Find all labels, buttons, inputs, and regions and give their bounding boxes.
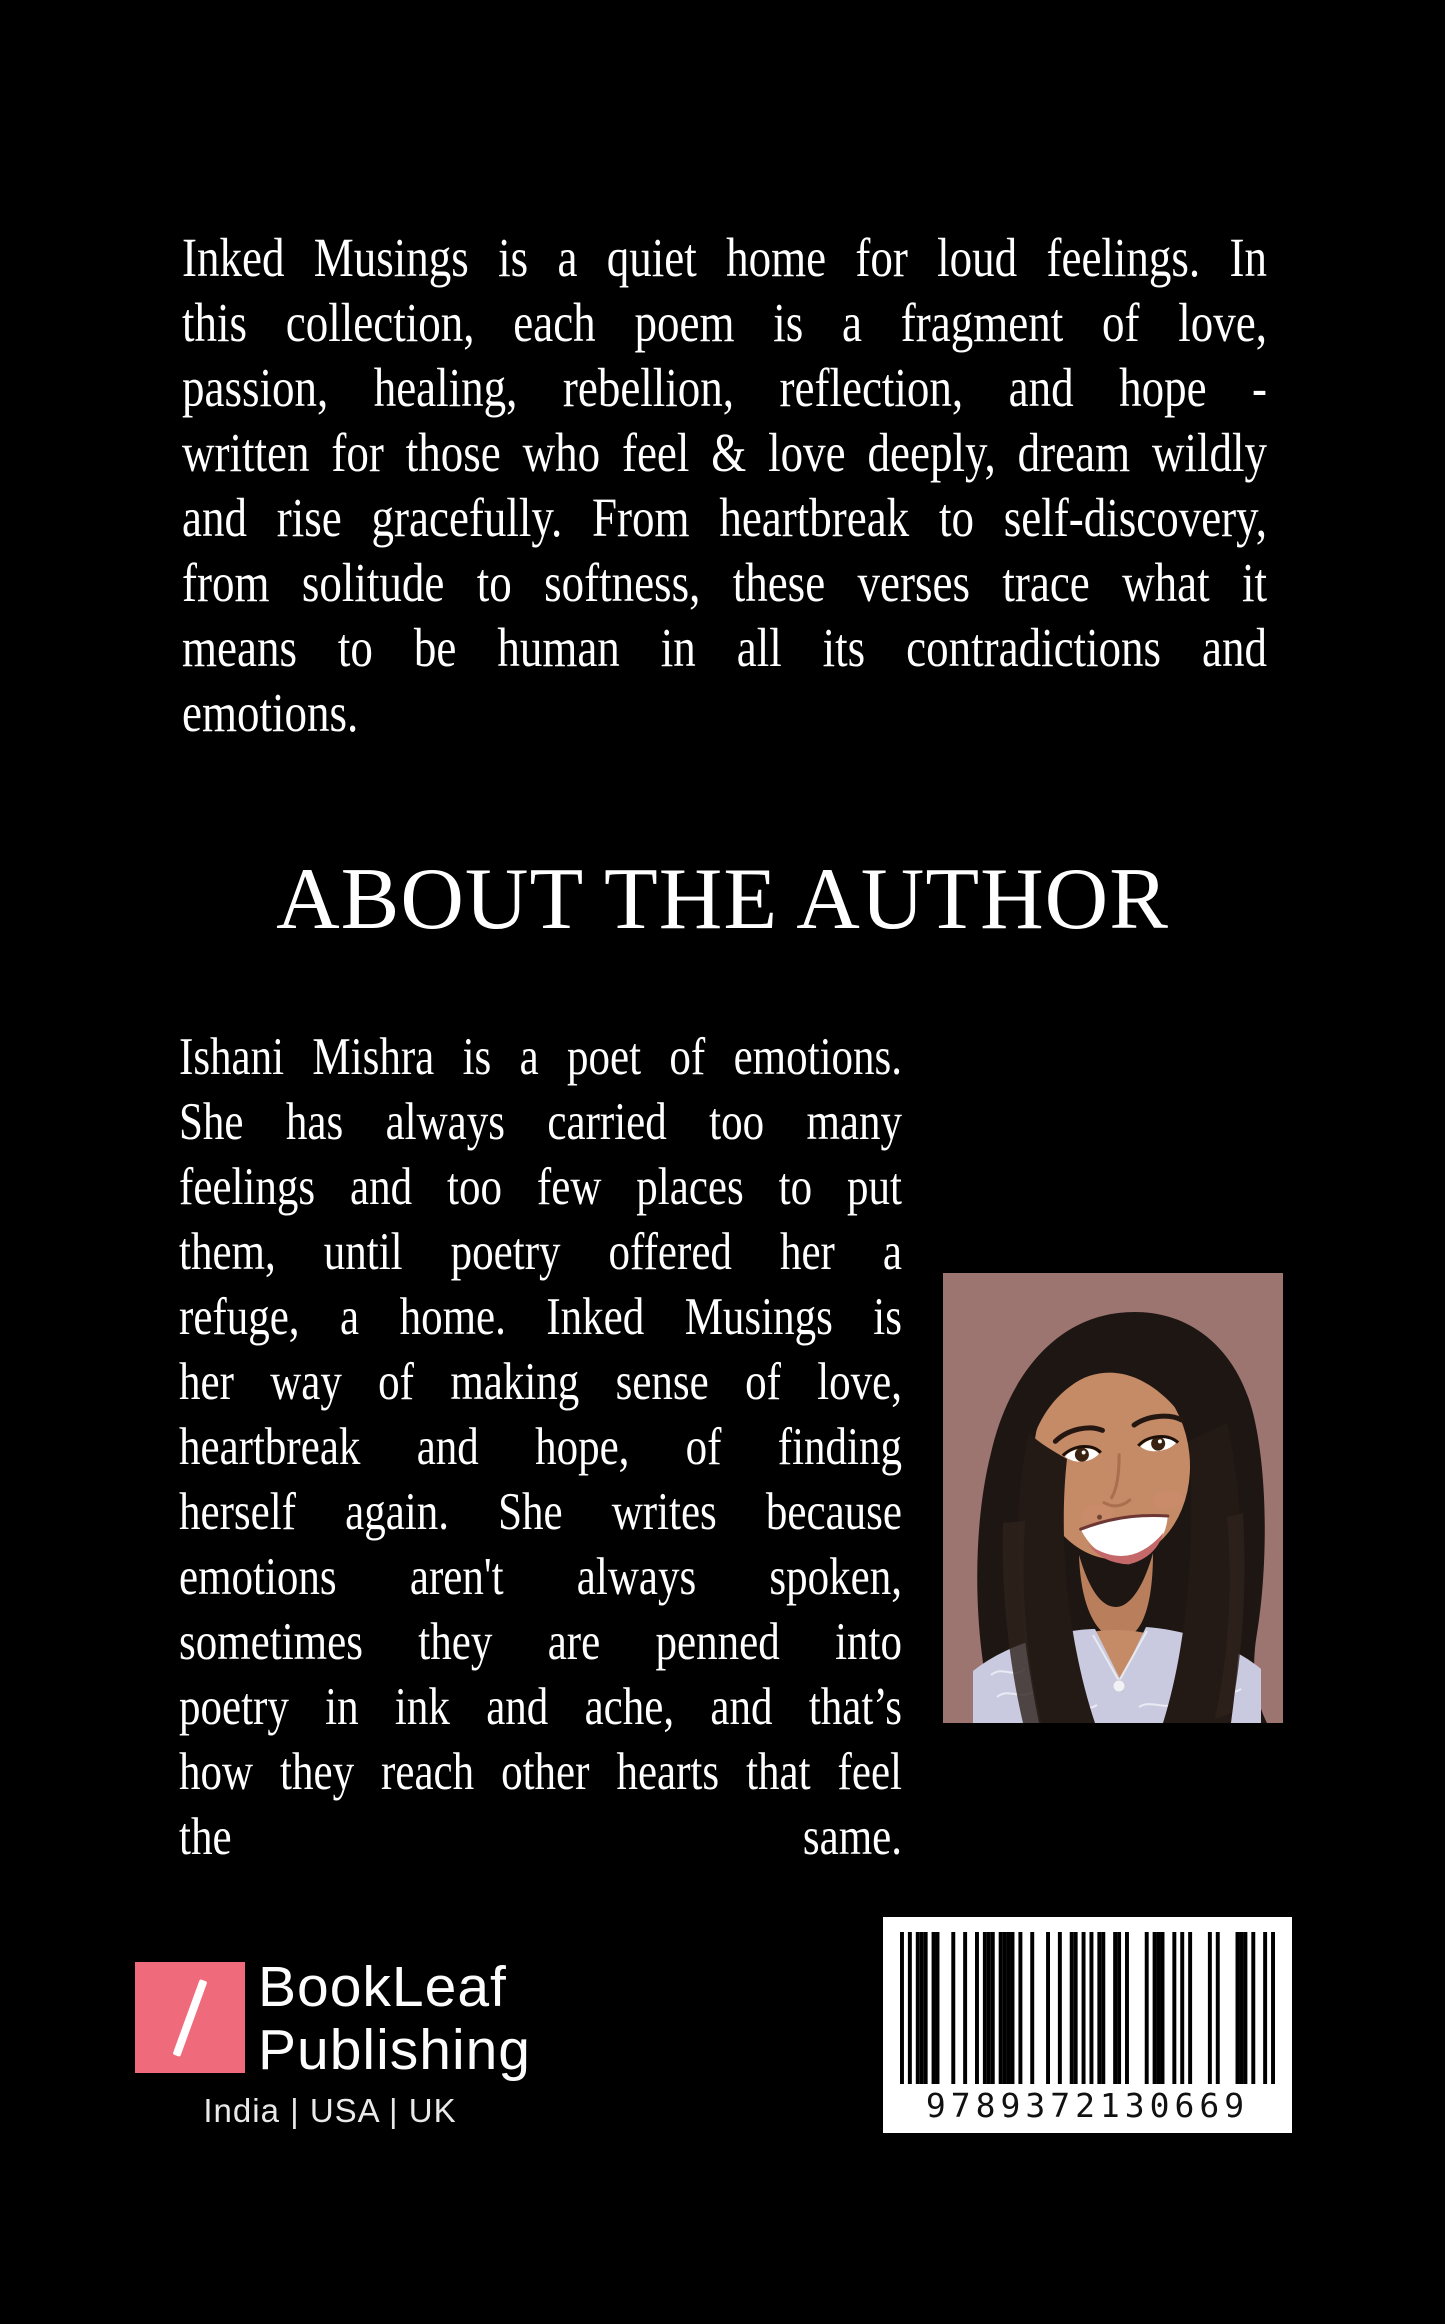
blurb-line: written for those who feel & love deeply, dream wildly <box>182 422 1267 484</box>
slash-icon <box>173 1979 208 2057</box>
blurb-line: Inked Musings is a quiet home for loud feelings. In <box>182 227 1267 289</box>
about-the-author-heading: ABOUT THE AUTHOR <box>276 851 1169 948</box>
bio-line: poetry in ink and ache, and that’s <box>179 1678 902 1737</box>
back-blurb <box>182 226 1267 746</box>
author-photo <box>943 1273 1283 1723</box>
barcode-bars <box>900 1932 1275 2084</box>
bio-line: herself again. She writes because <box>179 1483 902 1542</box>
author-photo-illustration <box>943 1273 1283 1723</box>
bio-last-line <box>179 1798 902 1877</box>
blurb-line: means to be human in all its contradictions and <box>182 617 1267 679</box>
blurb-line: and rise gracefully. From heartbreak to self-discovery, <box>182 487 1267 549</box>
publisher-name-line2: Publishing <box>258 2018 532 2082</box>
isbn-barcode <box>883 1917 1292 2133</box>
publisher-regions: India | USA | UK <box>203 2092 457 2129</box>
bio-line: She has always carried too many <box>179 1093 902 1152</box>
bookleaf-logo-mark <box>135 1962 245 2073</box>
bio-line: emotions aren't always spoken, <box>179 1548 902 1607</box>
publisher-name-line1: BookLeaf <box>258 1955 507 2019</box>
bio-line: feelings and too few places to put <box>179 1158 902 1217</box>
bio-line: her way of making sense of love, <box>179 1353 902 1412</box>
bio-line: heartbreak and hope, of finding <box>179 1418 902 1477</box>
blurb-line: passion, healing, rebellion, reflection, and hope - <box>182 357 1267 419</box>
author-bio <box>179 1025 902 1870</box>
bio-line: refuge, a home. Inked Musings is <box>179 1288 902 1347</box>
isbn-number: 9789372130669 <box>925 2086 1250 2125</box>
bio-last-line-right: same. <box>802 1808 902 1867</box>
bio-line: sometimes they are penned into <box>179 1613 902 1672</box>
blurb-line: emotions. <box>182 682 359 744</box>
bio-line: Ishani Mishra is a poet of emotions. <box>179 1028 902 1087</box>
blurb-line: from solitude to softness, these verses trace what it <box>182 552 1267 614</box>
blurb-line: this collection, each poem is a fragment of love, <box>182 292 1267 354</box>
bio-last-line-left: the <box>179 1808 232 1867</box>
publisher-name <box>258 1956 678 2082</box>
bio-line: how they reach other hearts that feel <box>179 1743 902 1802</box>
bio-line: them, until poetry offered her a <box>179 1223 902 1282</box>
